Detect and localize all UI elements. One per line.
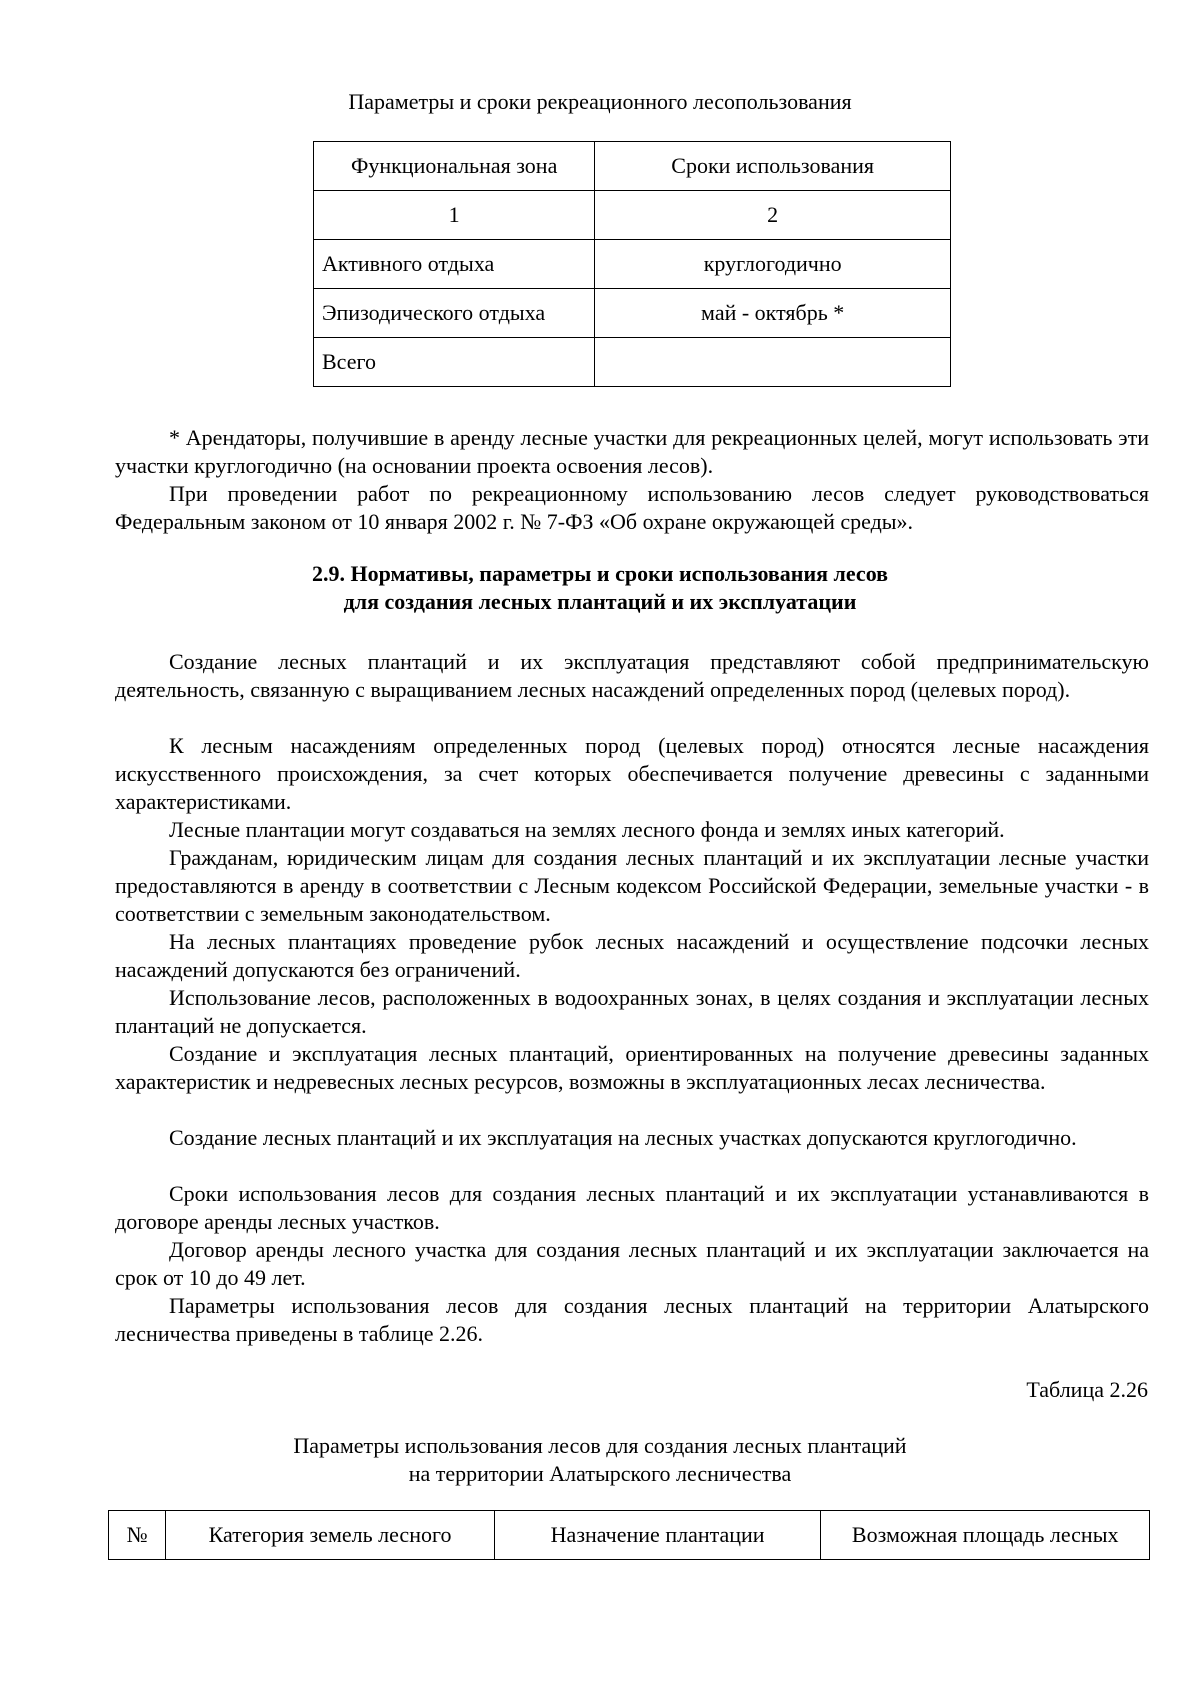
col-number-2: 2 [595,191,951,240]
body-paragraph: Лесные плантации могут создаваться на землях лесного фонда и землях иных категорий. [169,817,1005,842]
body-paragraph: Создание лесных плантаций и их эксплуатация на лесных участках допускаются круглогодично. [169,1125,1077,1150]
section-heading-line1: 2.9. Нормативы, параметры и сроки использования лесов [311,561,889,586]
table-label: Таблица 2.26 [1026,1377,1148,1402]
header-zone: Функциональная зона [314,142,595,191]
body-paragraph: Использование лесов, расположенных в водоохранных зонах, в целях создания и эксплуатации лесных плантаций не допускается. [115,985,1149,1038]
cell-terms: май - октябрь * [595,289,951,338]
footnote-paragraph: * Арендаторы, получившие в аренду лесные участки для рекреационных целей, могут использовать эти участки круглогодично (на основании проекта освоения лесов). [115,425,1149,478]
body-paragraph: Создание и эксплуатация лесных плантаций, ориентированных на получение древесины заданных характеристик и недревесных лесных ресурсов, возможны в эксплуатационных лесах лесничества. [115,1041,1149,1094]
body-paragraph: К лесным насаждениям определенных пород (целевых пород) относятся лесные насаждения искусственного происхождения, за счет которых обеспечивается получение древесины с заданными характеристиками. [115,733,1149,814]
body-paragraph: На лесных плантациях проведение рубок лесных насаждений и осуществление подсочки лесных насаждений допускаются без ограничений. [115,929,1149,982]
header-land-category: Категория земель лесного [166,1511,495,1560]
cell-zone: Всего [314,338,595,387]
header-purpose: Назначение плантации [494,1511,821,1560]
table1-title: Параметры и сроки рекреационного лесопользования [348,89,852,114]
body-paragraph: Параметры использования лесов для создания лесных плантаций на территории Алатырского лесничества приведены в таблице 2.26. [115,1293,1149,1346]
table-row [314,289,951,338]
recreation-table [313,141,951,387]
header-number: № [109,1511,166,1560]
table-row [314,338,951,387]
table-number-row [314,191,951,240]
body-paragraph: Сроки использования лесов для создания лесных плантаций и их эксплуатации устанавливаются в договоре аренды лесных участков. [115,1181,1149,1234]
plantation-table [108,1510,1150,1560]
header-terms: Сроки использования [595,142,951,191]
table-header-row [109,1511,1150,1560]
header-area: Возможная площадь лесных [821,1511,1150,1560]
section-heading-line2: для создания лесных плантаций и их эксплуатации [343,589,857,614]
table2-title-line2: на территории Алатырского лесничества [408,1461,792,1486]
body-paragraph: Договор аренды лесного участка для создания лесных плантаций и их эксплуатации заключается на срок от 10 до 49 лет. [115,1237,1149,1290]
col-number-1: 1 [314,191,595,240]
cell-terms [595,338,951,387]
table-header-row [314,142,951,191]
cell-terms: круглогодично [595,240,951,289]
body-paragraph: Создание лесных плантаций и их эксплуатация представляют собой предпринимательскую деятельность, связанную с выращиванием лесных насаждений определенных пород (целевых пород). [115,649,1149,702]
cell-zone: Активного отдыха [314,240,595,289]
cell-zone: Эпизодического отдыха [314,289,595,338]
table-row [314,240,951,289]
body-paragraph: Гражданам, юридическим лицам для создания лесных плантаций и их эксплуатации лесные участки предоставляются в аренду в соответствии с Лесным кодексом Российской Федерации, земельные участки - в соответствии с земельным законодательством. [115,845,1149,926]
table2-title-line1: Параметры использования лесов для создания лесных плантаций [293,1433,907,1458]
law-paragraph: При проведении работ по рекреационному использованию лесов следует руководствоваться Федеральным законом от 10 января 2002 г. № 7-ФЗ «Об охране окружающей среды». [115,481,1149,534]
